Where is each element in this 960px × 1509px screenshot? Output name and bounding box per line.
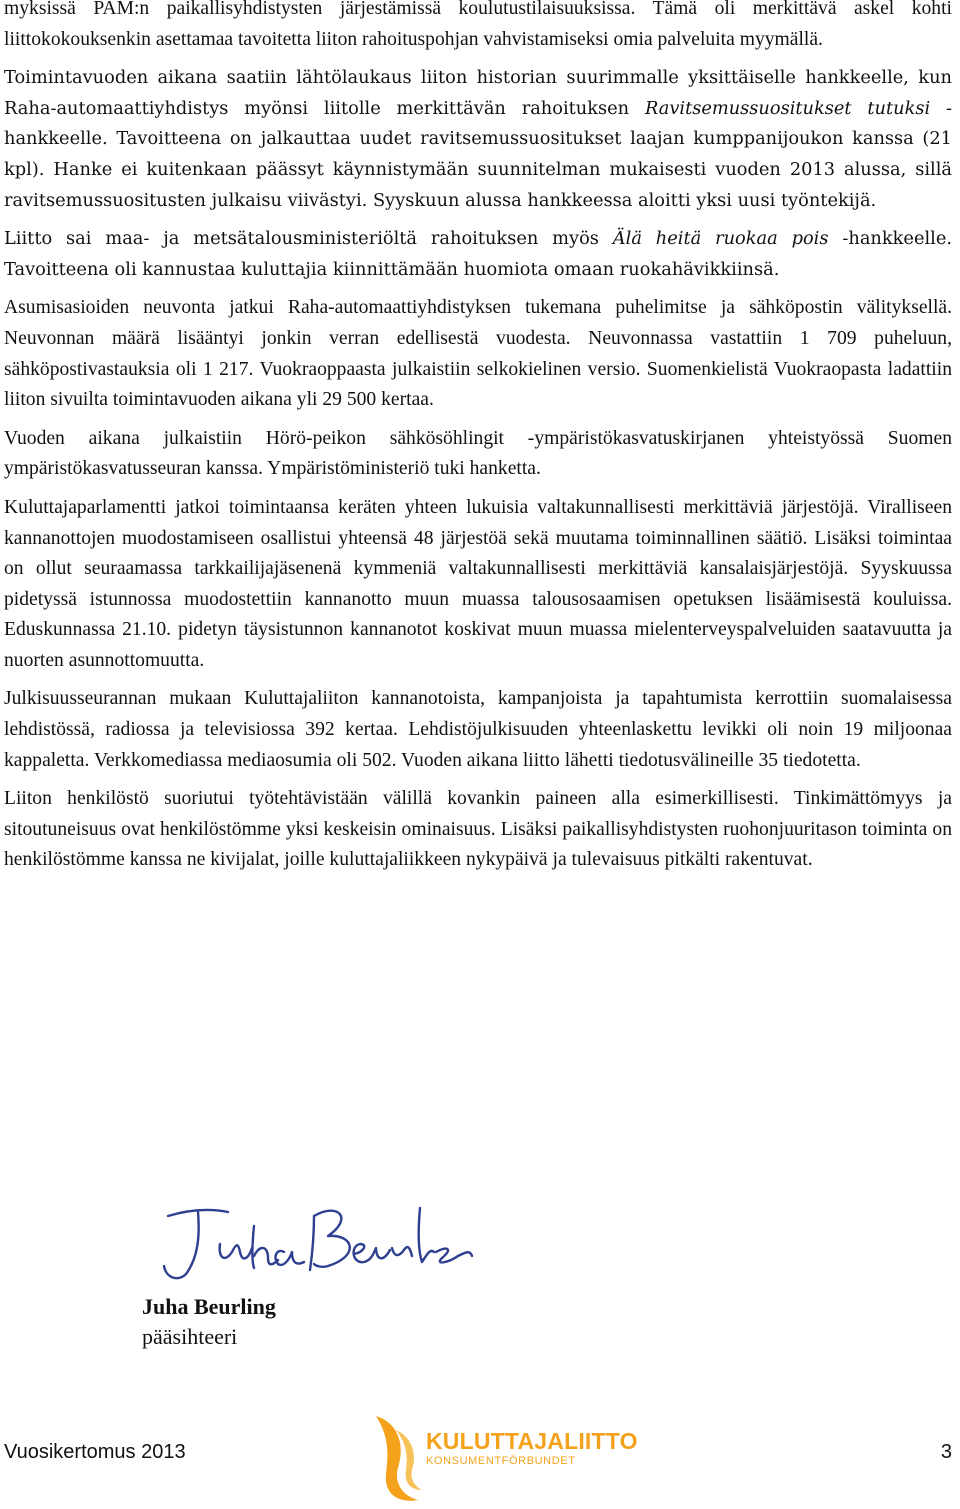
project-name-ravitsemus: Ravitsemussuositukset tutuksi [644,97,931,119]
footer-publication: Vuosikertomus 2013 [4,1441,186,1463]
paragraph-2-text-a: Toimintavuoden aikana saatiin lähtölaukaus liiton historian suurimmalle yksittäiselle hankkeelle, kun Raha-automaattiyhdistys myönsi liitolle merkittävän rahoituksen [4,67,952,119]
signatory-block [142,1292,276,1352]
paragraph-1: myksissä PAM:n paikallisyhdistysten järjestämissä koulutustilaisuuksissa. Tämä oli merkittävä askel kohti liittokokouksenkin asettamaa tavoitetta liiton rahoituspohjan vahvistamiseksi omia palveluita myymällä. [4,0,952,50]
signatory-name: Juha Beurling [142,1294,276,1319]
project-name-ruokahavikki: Älä heitä ruokaa pois [612,228,829,250]
paragraph-6: Kuluttajaparlamentti jatkoi toimintaansa keräten yhteen lukuisia valtakunnallisesti merkittäviä järjestöjä. Viralliseen kannanottojen muodostamiseen osallistui yhteensä 48 järjestöä sekä muutama toiminnallinen säätiö. Lisäksi toimintaa on ollut seuraamassa tarkkailijajäsenenä kymmeniä valtakunnallisesti merkittäviä kansalaisjärjestöjä. Syyskuussa pidetyssä istunnossa muodostettiin kannanotto muun muassa talousosaamisen opetuksen lisäämisestä kouluissa. Eduskunnassa 21.10. pidetyn täysistunnon kannanotot koskivat muun muassa mielenterveyspalveluiden saatavuutta ja nuorten asunnottomuutta. [4,496,952,671]
body-text [4,0,952,884]
paragraph-7: Julkisuusseurannan mukaan Kuluttajaliiton kannanotoista, kampanjoista ja tapahtumista kerrottiin suomalaisessa lehdistössä, radiossa ja televisiossa 392 kertaa. Lehdistöjulkisuuden yhteenlaskettu levikki oli noin 19 miljoonaa kappaletta. Verkkomediassa mediaosumia oli 502. Vuoden aikana liitto lähetti tiedotusvälineille 35 tiedotetta. [4,688,952,771]
signatory-title: pääsihteeri [142,1324,238,1349]
paragraph-2 [4,63,952,216]
paragraph-3 [4,224,952,285]
logo-subname: KONSUMENTFÖRBUNDET [426,1455,576,1467]
page-number: 3 [940,1441,952,1463]
paragraph-2-text-b: -hankkeelle. Tavoitteena on jalkauttaa uudet ravitsemussuositukset laajan kumppanijoukon kanssa (21 kpl). Hanke ei kuitenkaan päässyt käynnistymään suunnitelman mukaisesti vuoden 2013 alussa, sillä ravitsemussuositusten julkaisu viivästyi. Syyskuun alussa hankkeessa aloitti yksi uusi työntekijä. [4,97,952,211]
logo-mark-icon [366,1412,426,1504]
handwritten-signature [128,1186,478,1286]
paragraph-3-text-a: Liitto sai maa- ja metsätalousministeriöltä rahoituksen myös [4,228,613,250]
paragraph-8: Liiton henkilöstö suoriutui työtehtävistään välillä kovankin paineen alla esimerkillisesti. Tinkimättömyys ja sitoutuneisuus ovat henkilöstömme yksi keskeisin ominaisuus. Lisäksi paikallisyhdistysten ruohonjuuritason toiminta on henkilöstömme kanssa ne kivijalat, joille kuluttajaliikkeen nykypäivä ja tulevaisuus pitkälti rakentuvat. [4,788,952,871]
paragraph-5: Vuoden aikana julkaistiin Hörö-peikon sähkösöhlingit -ympäristökasvatuskirjanen yhteistyössä Suomen ympäristökasvatusseuran kanssa. Ympäristöministeriö tuki hanketta. [4,427,952,480]
paragraph-3-text-b: -hankkeelle. Tavoitteena oli kannustaa kuluttajia kiinnittämään huomiota omaan ruokahävikkiinsä. [4,228,953,280]
kuluttajaliitto-logo [366,1412,638,1504]
paragraph-4: Asumisasioiden neuvonta jatkui Raha-automaattiyhdistyksen tukemana puhelimitse ja sähköpostin välityksellä. Neuvonnan määrä lisääntyi jonkin verran edellisestä vuodesta. Neuvonnassa vastattiin 1 709 puheluun, sähköpostivastauksia oli 1 217. Vuokraoppaasta julkaistiin selkokielinen versio. Suomenkielistä Vuokraopasta ladattiin liiton sivuilta toimintavuoden aikana yli 29 500 kertaa. [4,297,952,411]
logo-name: KULUTTAJALIITTO [426,1428,638,1454]
